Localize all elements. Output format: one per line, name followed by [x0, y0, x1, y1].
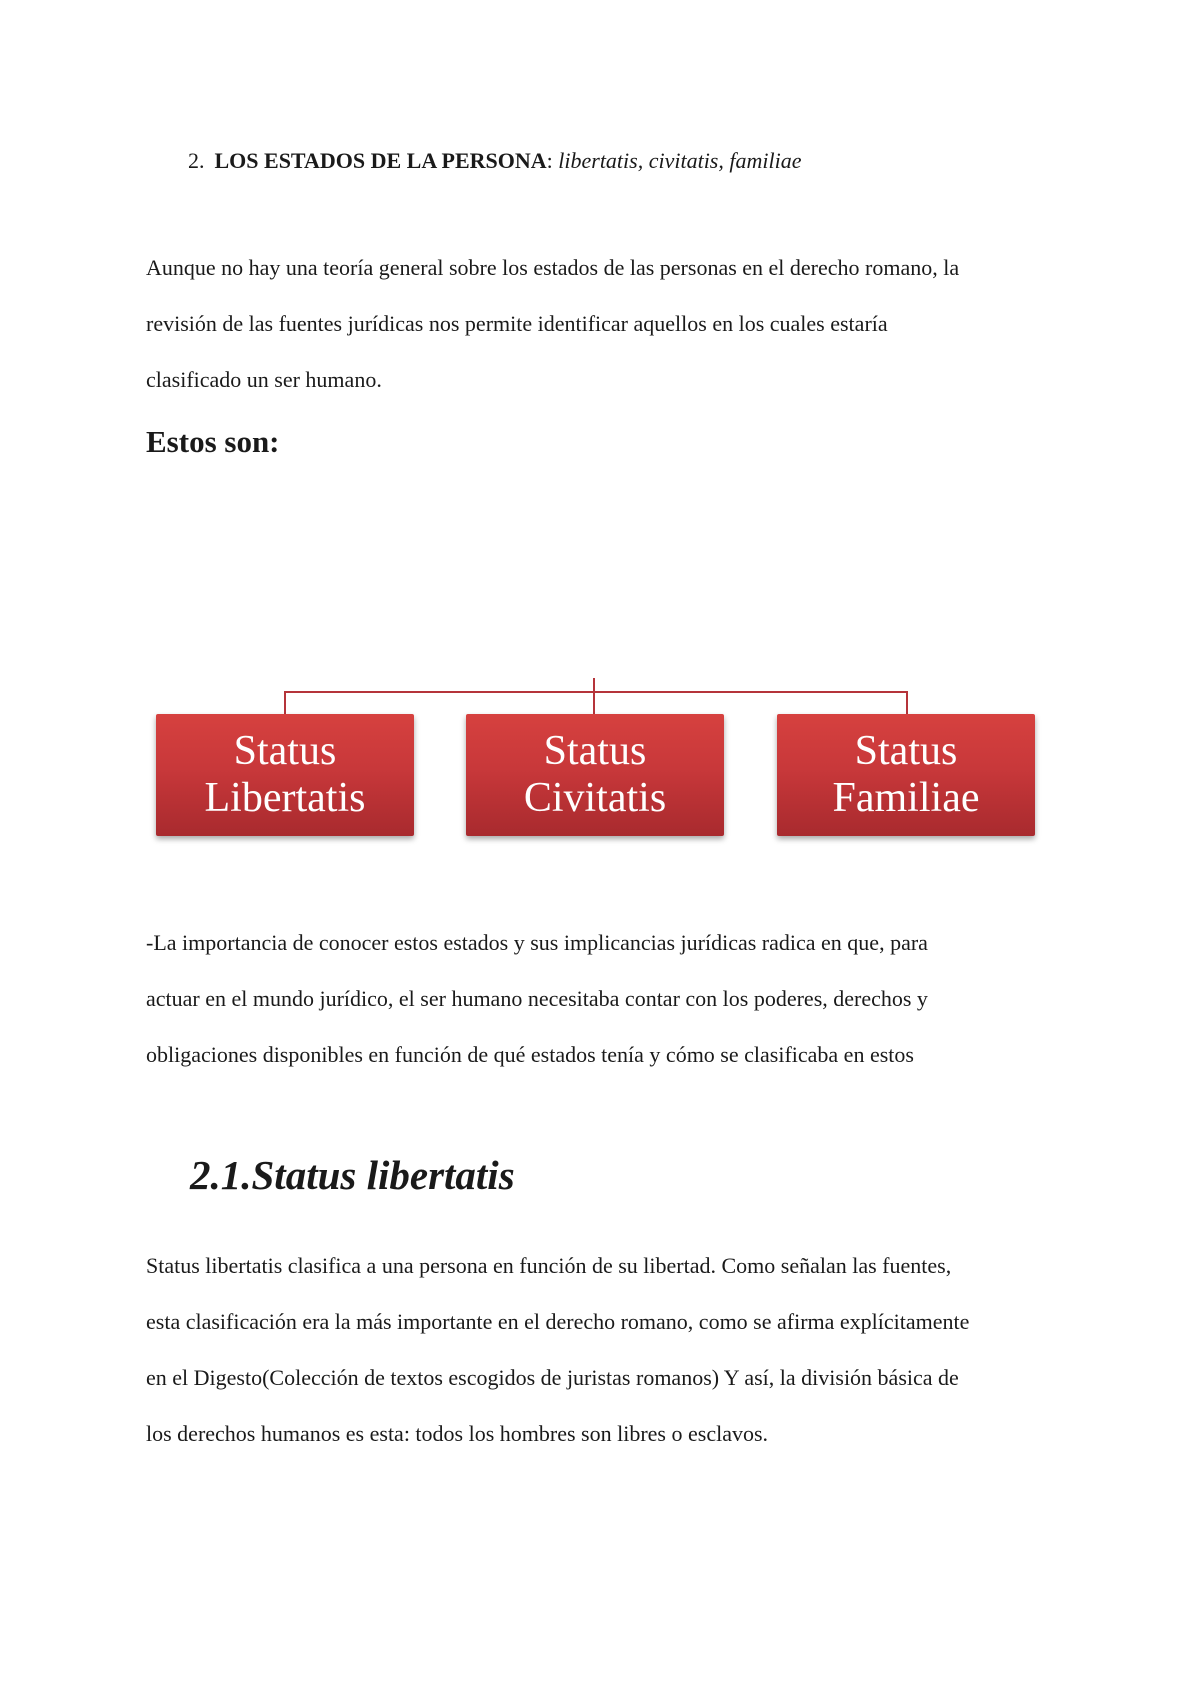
diagram-root-connector — [593, 678, 595, 692]
paragraph-line: Aunque no hay una teoría general sobre los estados de las personas en el derecho romano, la — [146, 255, 960, 280]
diagram-branch-connector — [593, 691, 595, 714]
intro-paragraph — [146, 240, 1066, 408]
paragraph-line: -La importancia de conocer estos estados y sus implicancias jurídicas radica en que, para — [146, 930, 928, 955]
heading-bold-text: LOS ESTADOS DE LA PERSONA — [214, 148, 547, 173]
heading-italic-text: libertatis, civitatis, familiae — [558, 148, 802, 173]
heading-number: 2. — [188, 148, 205, 173]
box-line-2: Libertatis — [204, 775, 366, 821]
status-civitatis-box — [466, 714, 724, 836]
section-heading — [188, 146, 801, 176]
section-title: 2.1.Status libertatis — [190, 1152, 515, 1198]
box-line-1: Status — [233, 728, 337, 774]
box-line-2: Familiae — [832, 775, 980, 821]
diagram-horizontal-connector — [284, 691, 908, 693]
box-line-1: Status — [543, 728, 647, 774]
paragraph-line: los derechos humanos es esta: todos los hombres son libres o esclavos. — [146, 1421, 769, 1446]
importance-paragraph — [146, 915, 1066, 1083]
paragraph-line: actuar en el mundo jurídico, el ser humano necesitaba contar con los poderes, derechos y — [146, 986, 928, 1011]
status-libertatis-box — [156, 714, 414, 836]
paragraph-line: revisión de las fuentes jurídicas nos permite identificar aquellos en los cuales estaría — [146, 311, 888, 336]
diagram-branch-connector — [284, 691, 286, 714]
libertatis-paragraph — [146, 1238, 1066, 1462]
paragraph-line: esta clasificación era la más importante en el derecho romano, como se afirma explícitamente — [146, 1309, 970, 1334]
paragraph-line: Status libertatis clasifica a una persona en función de su libertad. Como señalan las fuentes, — [146, 1253, 952, 1278]
paragraph-line: en el Digesto(Colección de textos escogidos de juristas romanos) Y así, la división básica de — [146, 1365, 959, 1390]
box-line-2: Civitatis — [523, 775, 667, 821]
paragraph-line: clasificado un ser humano. — [146, 367, 382, 392]
status-familiae-box — [777, 714, 1035, 836]
status-diagram — [0, 670, 1200, 850]
heading-colon: : — [546, 148, 553, 173]
diagram-branch-connector — [906, 691, 908, 714]
paragraph-line: obligaciones disponibles en función de qué estados tenía y cómo se clasificaba en estos — [146, 1042, 914, 1067]
estos-son-heading: Estos son: — [146, 424, 280, 459]
box-line-1: Status — [854, 728, 958, 774]
